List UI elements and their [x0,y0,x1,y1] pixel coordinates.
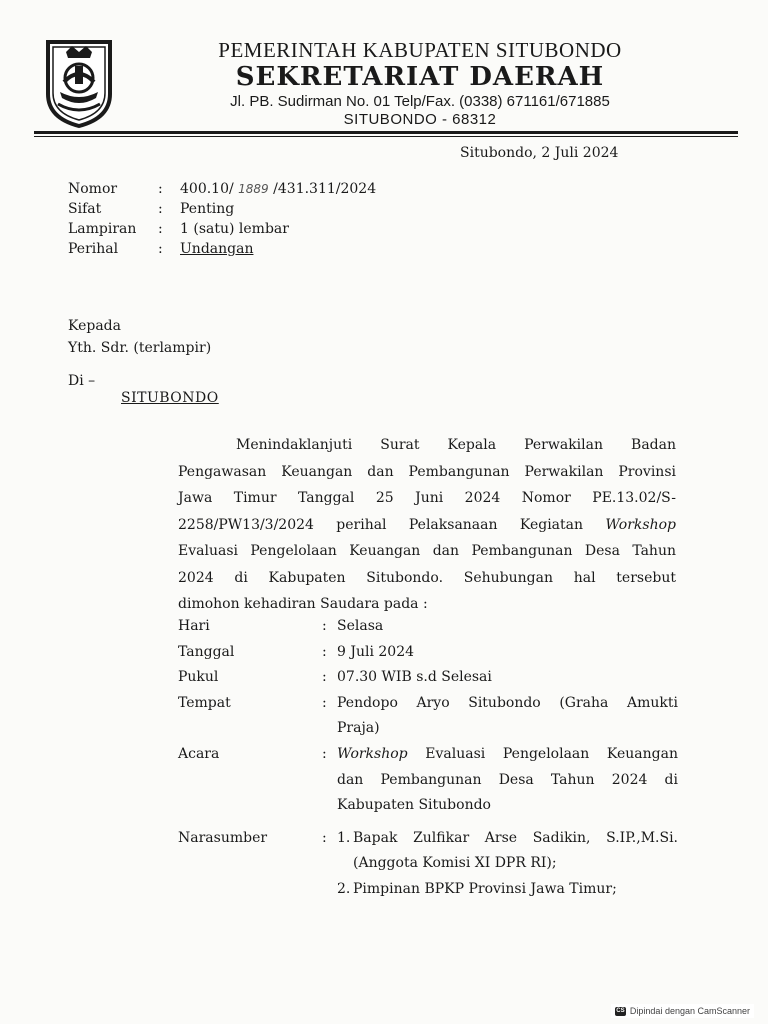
narasumber-text [353,826,678,877]
detail-colon: : [322,669,327,686]
meta-row-nomor [68,181,376,201]
letterhead-office: SEKRETARIAT DAERAH [235,62,605,92]
detail-label: Acara [178,745,220,762]
addressee-yth: Yth. Sdr. (terlampir) [68,340,212,356]
meta-colon: : [158,201,163,217]
meta-row-perihal [68,241,376,261]
narasumber-item [337,877,678,903]
detail-value-hari: Selasa [337,618,384,634]
detail-colon: : [322,829,327,846]
body-workshop-term: Workshop [605,516,676,533]
narasumber-line: Bapak Zulfikar Arse Sadikin, S.IP.,M.Si. [353,829,678,846]
letterhead-government: PEMERINTAH KABUPATEN SITUBONDO [218,38,622,62]
letter-date: Situbondo, 2 Juli 2024 [460,145,619,161]
body-line: Menindaklanjuti Surat Kepala Perwakilan Badan [236,437,676,453]
situbondo-emblem-icon [42,36,116,130]
acara-line [337,742,678,768]
body-line: Pengawasan Keuangan dan Pembangunan Perwakilan Provinsi [178,463,676,480]
letterhead-rule-thin [34,136,738,137]
body-line: Jawa Timur Tanggal 25 Juni 2024 Nomor PE.13.02/S- [178,490,676,506]
letterhead-rule-thick [34,131,738,134]
detail-row-acara [178,742,678,819]
detail-row-pukul [178,665,678,691]
detail-label: Pukul [178,669,219,686]
detail-label: Tempat [178,694,231,711]
narasumber-line: Pimpinan BPKP Provinsi Jawa Timur; [353,880,617,897]
acara-line: dan Pembangunan Desa Tahun 2024 di [337,771,678,788]
meta-label: Nomor [68,181,118,197]
addressee-city: SITUBONDO [121,390,219,406]
watermark-text: Dipindai dengan CamScanner [629,1006,750,1016]
body-line: 2024 di Kabupaten Situbondo. Sehubungan hal tersebut [178,569,676,586]
event-details [178,614,678,903]
meta-label: Perihal [68,241,119,257]
detail-value-narasumber [337,826,678,903]
letterhead-city: SITUBONDO - 68312 [343,111,497,128]
nomor-prefix: 400.10/ [180,181,234,197]
acara-line: Kabupaten Situbondo [337,797,491,814]
detail-label: Tanggal [178,643,235,660]
detail-label: Narasumber [178,829,268,846]
meta-value-perihal: Undangan [180,241,254,257]
detail-row-tanggal [178,640,678,666]
meta-value-lampiran: 1 (satu) lembar [180,221,289,237]
tempat-line: Pendopo Aryo Situbondo (Graha Amukti [337,694,678,711]
meta-label: Lampiran [68,221,137,237]
narasumber-number: 2. [337,880,351,897]
meta-colon: : [158,241,163,257]
detail-value-tanggal: 9 Juli 2024 [337,643,415,660]
detail-row-narasumber [178,826,678,903]
meta-value-sifat: Penting [180,201,235,217]
letterhead-address: Jl. PB. Sudirman No. 01 Telp/Fax. (0338) 671161/671885 [230,93,610,110]
addressee-kepada: Kepada [68,318,121,334]
detail-colon: : [322,745,327,762]
narasumber-number: 1. [337,829,351,846]
acara-line-text: Evaluasi Pengelolaan Keuangan [425,745,678,762]
body-line: dimohon kehadiran Saudara pada : [178,596,428,612]
meta-colon: : [158,181,163,197]
body-paragraph [178,432,676,618]
detail-colon: : [322,618,327,634]
camscanner-logo-icon: CS [616,1007,625,1014]
addressee-di: Di – [68,373,96,389]
detail-value-acara [337,742,678,819]
camscanner-watermark [611,1004,754,1018]
meta-row-sifat [68,201,376,221]
detail-row-tempat [178,691,678,742]
detail-value-pukul: 07.30 WIB s.d Selesai [337,669,492,686]
nomor-handwritten: 1889 [238,182,269,196]
addressee-block [68,315,211,359]
body-line: Evaluasi Pengelolaan Keuangan dan Pembangunan Desa Tahun [178,543,676,559]
meta-row-lampiran [68,221,376,241]
acara-workshop-term: Workshop [337,745,408,762]
narasumber-item [337,826,678,877]
nomor-suffix: /431.311/2024 [273,181,377,197]
detail-label: Hari [178,618,210,634]
meta-value-nomor [180,181,376,201]
body-line-text: 2258/PW13/3/2024 perihal Pelaksanaan Kegiatan [178,516,584,533]
detail-colon: : [322,643,327,660]
narasumber-line: (Anggota Komisi XI DPR RI); [353,855,557,872]
detail-colon: : [322,694,327,711]
meta-label: Sifat [68,201,102,217]
detail-row-hari [178,614,678,640]
tempat-line: Praja) [337,720,380,737]
letter-meta [68,181,376,261]
meta-colon: : [158,221,163,237]
body-line [178,512,676,539]
detail-value-tempat [337,691,678,742]
